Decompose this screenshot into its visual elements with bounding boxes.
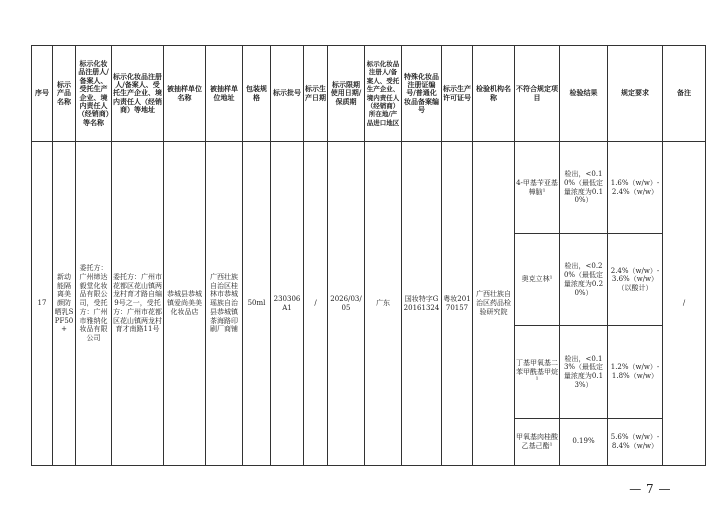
header-production-date: 标示生产日期 <box>304 46 328 142</box>
cell-sampled-unit-address: 广西壮族自治区桂林市恭城瑶族自治县恭城镇茶海路印刷厂商铺 <box>206 142 243 466</box>
header-registration-no: 特殊化妆品注册证编号/普通化妆品备案编号 <box>402 46 442 142</box>
header-package-spec: 包装规格 <box>243 46 271 142</box>
header-nonconforming-item: 不符合规定项目 <box>515 46 560 142</box>
cell-expiry: 2026/03/05 <box>328 142 365 466</box>
cell-batch-no: 230306A1 <box>271 142 304 466</box>
header-inspection-org: 检验机构名称 <box>473 46 515 142</box>
cell-company-name: 委托方：广州缔达毅堂化妆品有限公司，受托方：广州市雅纳化妆品有限公司 <box>76 142 112 466</box>
header-sampled-unit-name: 被抽样单位名称 <box>164 46 206 142</box>
header-company-address: 标示化妆品注册人/备案人、受托生产企业、境内责任人（经销商）等地址 <box>112 46 164 142</box>
cell-item-result: 0.19% <box>560 418 608 465</box>
cell-item-requirement: 5.6%（w/w）-8.4%（w/w） <box>608 418 663 465</box>
header-seq: 序号 <box>32 46 53 142</box>
cell-location: 广东 <box>365 142 402 466</box>
header-test-result: 检验结果 <box>560 46 608 142</box>
cell-item-name: 奥克立林¹ <box>515 234 560 326</box>
cell-package-spec: 50ml <box>243 142 271 466</box>
cell-registration-no: 国妆特字G20161324 <box>402 142 442 466</box>
cell-production-date: / <box>304 142 328 466</box>
cell-item-requirement: 1.6%（w/w）-2.4%（w/w） <box>608 142 663 234</box>
header-company-name: 标示化妆品注册人/备案人、受托生产企业、境内责任人（经销商）等名称 <box>76 46 112 142</box>
cell-seq: 17 <box>32 142 53 466</box>
header-product-name: 标示产品名称 <box>53 46 76 142</box>
cell-remarks: / <box>663 142 706 466</box>
cell-item-name: 甲氧基肉桂酸乙基己酯¹ <box>515 418 560 465</box>
cell-company-address: 委托方：广州市花都区花山镇两龙村育才路自编9号之一，受托方：广州市花都区花山镇两龙村育才南路11号 <box>112 142 164 466</box>
cell-item-result: 检出，<0.20%（最低定量浓度为0.20%） <box>560 234 608 326</box>
header-expiry: 标示限期使用日期/保质期 <box>328 46 365 142</box>
table-row <box>32 142 706 234</box>
inspection-results-table <box>31 45 706 466</box>
table-header-row <box>32 46 706 142</box>
cell-item-name: 丁基甲氧基二苯甲酰基甲烷¹ <box>515 326 560 418</box>
cell-item-name: 4-甲基苄亚基樟脑¹ <box>515 142 560 234</box>
cell-item-result: 检出，<0.13%（最低定量浓度为0.13%） <box>560 326 608 418</box>
cell-item-requirement: 1.2%（w/w）-1.8%（w/w） <box>608 326 663 418</box>
cell-item-requirement: 2.4%（w/w）-3.6%（w/w）（以酸计） <box>608 234 663 326</box>
cell-product-name: 新动能隔离美颜防晒乳SPF50+ <box>53 142 76 466</box>
header-license-no: 标示生产许可证号 <box>442 46 473 142</box>
cell-license-no: 粤妆20170157 <box>442 142 473 466</box>
header-location: 标示化妆品注册人/备案人、受托生产企业、境内责任人（经销商）所在地/产品进口地区 <box>365 46 402 142</box>
page-number: — 7 — <box>629 482 671 496</box>
cell-item-result: 检出，<0.10%（最低定量浓度为0.10%） <box>560 142 608 234</box>
header-remarks: 备注 <box>663 46 706 142</box>
header-sampled-unit-address: 被抽样单位地址 <box>206 46 243 142</box>
header-batch-no: 标示批号 <box>271 46 304 142</box>
cell-sampled-unit-name: 恭城县恭城镇爱尚美美化妆品店 <box>164 142 206 466</box>
header-requirement: 规定要求 <box>608 46 663 142</box>
cell-inspection-org: 广西壮族自治区药品检验研究院 <box>473 142 515 466</box>
